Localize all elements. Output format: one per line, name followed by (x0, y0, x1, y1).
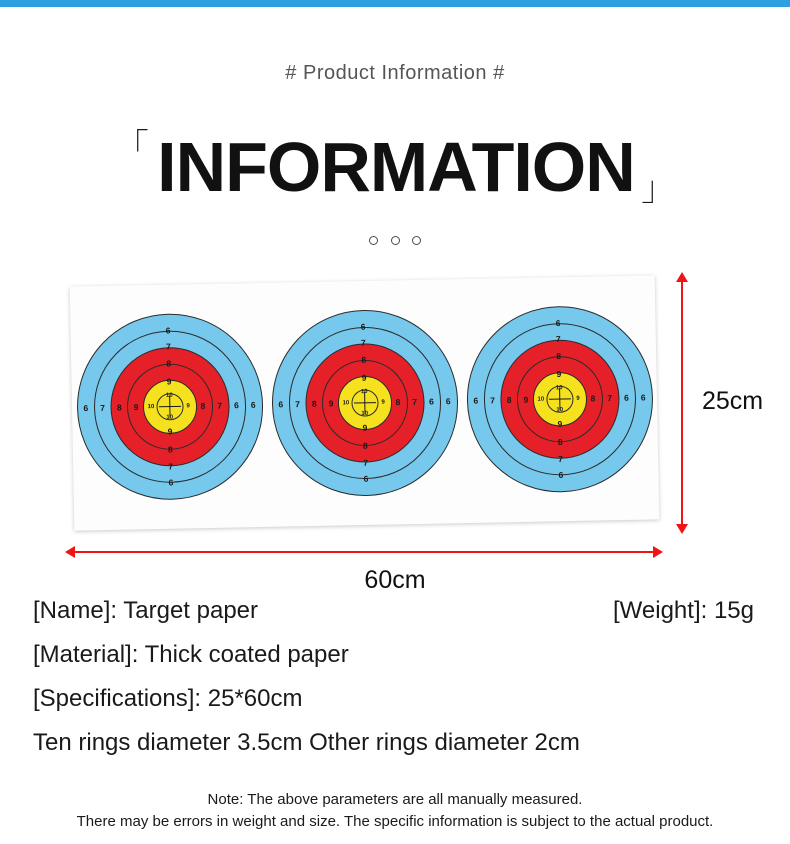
ring-number: 6 (234, 400, 239, 411)
ring-number: 9 (576, 395, 580, 402)
width-dimension-arrow (74, 551, 654, 553)
spec-list (0, 597, 790, 773)
ring-number: 8 (116, 402, 122, 413)
bracket-left-icon: 「 (114, 128, 149, 166)
ring-number: 9 (381, 399, 385, 406)
ring-number: 7 (168, 460, 174, 472)
ring-number: 7 (165, 341, 171, 353)
ring-number: 9 (523, 394, 529, 405)
page-kicker: # Product Information # (285, 62, 505, 84)
ring-number: 6 (473, 395, 479, 406)
ring-number: 9 (328, 398, 334, 409)
ring-number: 6 (250, 399, 256, 410)
ring-number: 9 (361, 372, 367, 383)
ring-number: 8 (362, 440, 368, 451)
ring-number: 8 (395, 397, 401, 408)
ring-number: 6 (360, 321, 366, 332)
ring-number: 10 (147, 404, 155, 411)
ring-number: 9 (186, 403, 190, 410)
dot-icon (391, 236, 400, 245)
ring-number: 6 (640, 392, 646, 403)
spec-row-material: [Material]: Thick coated paper (33, 641, 349, 668)
ring-number: 6 (445, 396, 451, 407)
ring-number: 10 (556, 407, 564, 414)
target-face (465, 304, 655, 494)
ring-number: 6 (555, 317, 561, 328)
ring-number: 7 (607, 392, 613, 404)
ring-number: 6 (623, 392, 629, 403)
ring-number: 6 (83, 403, 89, 414)
ring-number: 10 (361, 411, 369, 418)
height-dimension-arrow (681, 281, 683, 525)
ring-number: 7 (412, 396, 418, 407)
spec-row-rings: Ten rings diameter 3.5cm Other rings diameter 2cm (33, 729, 580, 756)
spec-weight-text: [Weight]: 15g (613, 597, 754, 624)
ring-number: 8 (166, 358, 172, 369)
ring-number: 10 (537, 396, 545, 403)
spec-row-name (0, 597, 790, 641)
ring-number: 10 (165, 392, 173, 399)
ring-number: 7 (363, 457, 369, 468)
footer-note (0, 789, 790, 833)
height-dimension-label: 25cm (702, 387, 764, 415)
ring-number: 9 (133, 402, 139, 413)
ring-number: 10 (166, 414, 174, 421)
target-paper-sheet (70, 275, 660, 530)
spec-row-specifications: [Specifications]: 25*60cm (33, 685, 303, 712)
ring-number: 8 (556, 351, 562, 362)
headline-block (0, 126, 790, 216)
ring-number: 8 (200, 400, 206, 411)
ring-number: 7 (295, 398, 301, 410)
width-dimension-label: 60cm (364, 566, 426, 594)
target-face (270, 308, 460, 498)
footer-note-line-2: There may be errors in weight and size. The specific information is subject to the actual product. (76, 812, 714, 830)
ring-number: 8 (361, 354, 367, 366)
ring-number: 9 (362, 422, 368, 433)
target-group (70, 275, 660, 530)
ring-number: 6 (428, 396, 434, 407)
dot-divider (0, 232, 790, 250)
ring-number: 10 (342, 400, 350, 407)
ring-number: 8 (590, 393, 596, 404)
target-face (75, 312, 265, 502)
ring-number: 6 (278, 399, 284, 410)
ring-number: 7 (558, 453, 564, 464)
dot-icon (412, 236, 421, 245)
ring-number: 8 (506, 394, 512, 406)
ring-number: 7 (100, 402, 106, 413)
ring-number: 6 (165, 325, 171, 336)
ring-number: 10 (555, 385, 563, 392)
ring-number: 7 (360, 338, 366, 349)
ring-number: 9 (556, 368, 562, 379)
ring-number: 6 (558, 470, 564, 481)
bracket-right-icon: 」 (641, 170, 676, 208)
ring-number: 7 (555, 334, 561, 345)
footer-note-line-1: Note: The above parameters are all manually measured. (207, 791, 583, 808)
dot-icon (369, 236, 378, 245)
ring-number: 7 (490, 395, 495, 406)
top-accent-bar (0, 0, 790, 7)
ring-number: 8 (167, 444, 173, 455)
page-title: INFORMATION (157, 128, 635, 206)
ring-number: 6 (168, 477, 174, 488)
ring-number: 10 (360, 388, 368, 395)
spec-name-text: [Name]: Target paper (33, 597, 259, 624)
product-photo (72, 281, 657, 525)
ring-number: 8 (311, 398, 317, 409)
ring-number: 7 (217, 400, 223, 411)
ring-number: 6 (363, 473, 369, 485)
ring-number: 9 (167, 426, 173, 437)
ring-number: 9 (166, 376, 172, 387)
ring-number: 8 (557, 436, 563, 447)
ring-number: 9 (557, 419, 563, 430)
